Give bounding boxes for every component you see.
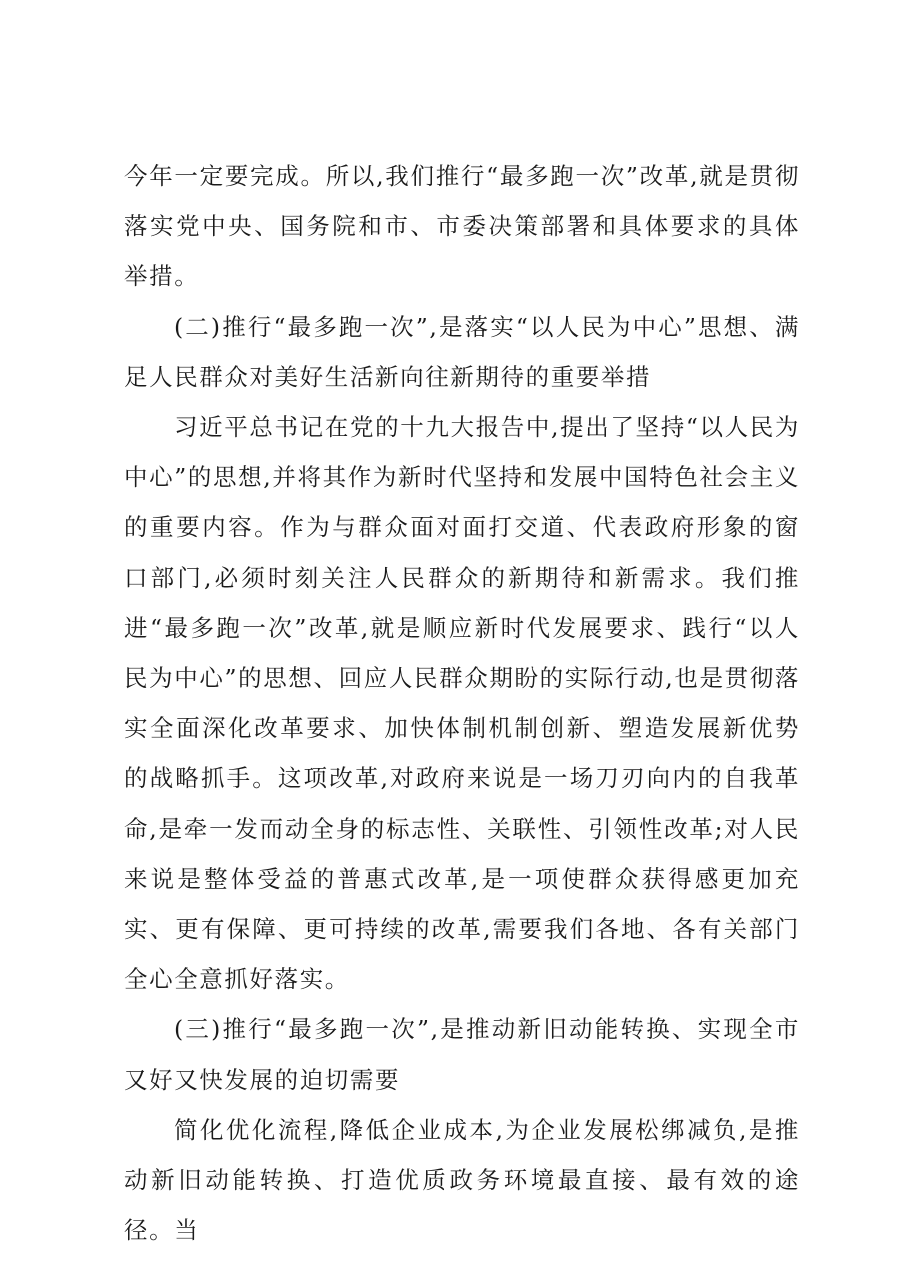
body-paragraph: 简化优化流程,降低企业成本,为企业发展松绑减负,是推动新旧动能转换、打造优质政务环境最直接、最有效的途径。当 [124, 1115, 800, 1245]
section-heading: (二)推行“最多跑一次”,是落实“以人民为中心”思想、满足人民群众对美好生活新向往新期待的重要举措 [124, 312, 800, 391]
body-paragraph: 习近平总书记在党的十九大报告中,提出了坚持“以人民为中心”的思想,并将其作为新时代坚持和发展中国特色社会主义的重要内容。作为与群众面对面打交道、代表政府形象的窗口部门,必须时刻关注人民群众的新期待和新需求。我们推进“最多跑一次”改革,就是顺应新时代发展要求、践行“以人民为中心”的思想、回应人民群众期盼的实际行动,也是贯彻落实全面深化改革要求、加快体制机制创新、塑造发展新优势的战略抓手。这项改革,对政府来说是一场刀刃向内的自我革命,是牵一发而动全身的标志性、关联性、引领性改革;对人民来说是整体受益的普惠式改革,是一项使群众获得感更加充实、更有保障、更可持续的改革,需要我们各地、各有关部门全心全意抓好落实。 [124, 413, 800, 994]
section-heading: (三)推行“最多跑一次”,是推动新旧动能转换、实现全市又好又快发展的迫切需要 [124, 1015, 800, 1094]
body-paragraph: 今年一定要完成。所以,我们推行“最多跑一次”改革,就是贯彻落实党中央、国务院和市、市委决策部署和具体要求的具体举措。 [124, 162, 800, 291]
document-body [124, 151, 800, 1255]
